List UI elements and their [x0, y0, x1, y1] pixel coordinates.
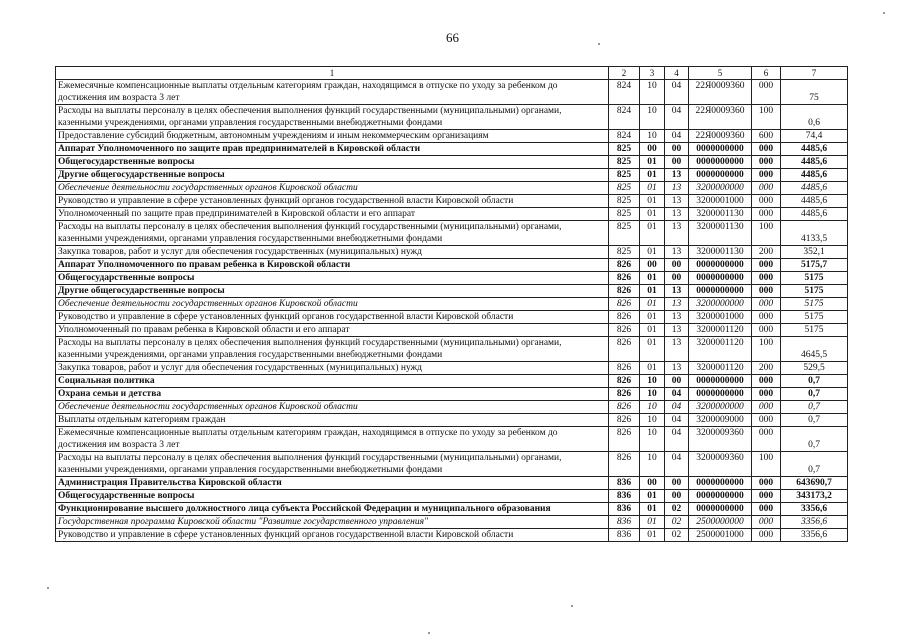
cell-expense-type: 100 — [752, 452, 781, 477]
cell-ministry-code: 826 — [609, 427, 640, 452]
cell-name: Расходы на выплаты персоналу в целях обеспечения выполнения функций государственными (муниципальными) органами, казенными учреждениями, органами управления государственными внебюджетными фондами — [56, 105, 609, 130]
cell-subsection: 13 — [665, 246, 689, 259]
table-row — [56, 427, 848, 452]
cell-ministry-code: 825 — [609, 156, 640, 169]
cell-amount: 5175 — [781, 285, 848, 298]
cell-ministry-code: 824 — [609, 105, 640, 130]
cell-subsection: 13 — [665, 182, 689, 195]
cell-name: Другие общегосударственные вопросы — [56, 169, 609, 182]
cell-section: 00 — [640, 259, 665, 272]
cell-name: Общегосударственные вопросы — [56, 272, 609, 285]
cell-amount: 75 — [781, 80, 848, 105]
cell-expense-type: 100 — [752, 337, 781, 362]
cell-subsection: 02 — [665, 529, 689, 542]
cell-amount: 4133,5 — [781, 221, 848, 246]
table-row — [56, 221, 848, 246]
cell-expense-type: 000 — [752, 503, 781, 516]
cell-section: 01 — [640, 195, 665, 208]
cell-target-code: 3200001130 — [689, 208, 752, 221]
cell-target-code: 3200001130 — [689, 221, 752, 246]
cell-section: 01 — [640, 285, 665, 298]
cell-section: 01 — [640, 503, 665, 516]
cell-target-code: 3200001130 — [689, 246, 752, 259]
cell-name: Выплаты отдельным категориям граждан — [56, 414, 609, 427]
cell-amount: 643690,7 — [781, 477, 848, 490]
scan-speck — [598, 43, 600, 45]
cell-expense-type: 000 — [752, 259, 781, 272]
cell-subsection: 04 — [665, 401, 689, 414]
cell-target-code: 2500000000 — [689, 516, 752, 529]
cell-target-code: 0000000000 — [689, 503, 752, 516]
scan-speck — [47, 587, 49, 589]
cell-target-code: 0000000000 — [689, 272, 752, 285]
cell-section: 01 — [640, 208, 665, 221]
table-row — [56, 362, 848, 375]
cell-section: 01 — [640, 156, 665, 169]
cell-section: 01 — [640, 298, 665, 311]
cell-expense-type: 000 — [752, 80, 781, 105]
cell-amount: 5175 — [781, 324, 848, 337]
cell-name: Охрана семьи и детства — [56, 388, 609, 401]
cell-name: Закупка товаров, работ и услуг для обеспечения государственных (муниципальных) нужд — [56, 362, 609, 375]
cell-name: Другие общегосударственные вопросы — [56, 285, 609, 298]
cell-ministry-code: 824 — [609, 130, 640, 143]
cell-amount: 5175 — [781, 272, 848, 285]
cell-amount: 0,7 — [781, 414, 848, 427]
cell-ministry-code: 836 — [609, 503, 640, 516]
cell-section: 01 — [640, 221, 665, 246]
cell-target-code: 3200001120 — [689, 362, 752, 375]
table-row — [56, 285, 848, 298]
cell-target-code: 3200001000 — [689, 195, 752, 208]
table-row — [56, 414, 848, 427]
cell-section: 00 — [640, 477, 665, 490]
table-row — [56, 156, 848, 169]
table-row — [56, 143, 848, 156]
cell-ministry-code: 836 — [609, 490, 640, 503]
cell-expense-type: 000 — [752, 298, 781, 311]
scan-speck — [428, 632, 430, 634]
cell-name: Уполномоченный по правам ребенка в Кировской области и его аппарат — [56, 324, 609, 337]
cell-subsection: 13 — [665, 298, 689, 311]
cell-name: Обеспечение деятельности государственных органов Кировской области — [56, 298, 609, 311]
cell-expense-type: 000 — [752, 388, 781, 401]
cell-subsection: 00 — [665, 156, 689, 169]
cell-amount: 74,4 — [781, 130, 848, 143]
cell-ministry-code: 826 — [609, 298, 640, 311]
cell-amount: 4485,6 — [781, 195, 848, 208]
cell-name: Аппарат Уполномоченного по защите прав предпринимателей в Кировской области — [56, 143, 609, 156]
table-row — [56, 298, 848, 311]
cell-expense-type: 000 — [752, 427, 781, 452]
cell-ministry-code: 826 — [609, 285, 640, 298]
cell-expense-type: 000 — [752, 143, 781, 156]
table-row — [56, 272, 848, 285]
table-row — [56, 401, 848, 414]
cell-name: Расходы на выплаты персоналу в целях обеспечения выполнения функций государственными (муниципальными) органами, казенными учреждениями, органами управления государственными внебюджетными фондами — [56, 452, 609, 477]
cell-name: Функционирование высшего должностного лица субъекта Российской Федерации и муниципального образования — [56, 503, 609, 516]
cell-expense-type: 100 — [752, 221, 781, 246]
cell-section: 01 — [640, 246, 665, 259]
cell-amount: 343173,2 — [781, 490, 848, 503]
cell-section: 00 — [640, 143, 665, 156]
table-row — [56, 375, 848, 388]
table-row — [56, 452, 848, 477]
cell-target-code: 0000000000 — [689, 143, 752, 156]
cell-ministry-code: 826 — [609, 414, 640, 427]
cell-amount: 5175 — [781, 311, 848, 324]
table-row — [56, 529, 848, 542]
scan-speck — [883, 12, 885, 14]
table-row — [56, 324, 848, 337]
cell-ministry-code: 824 — [609, 80, 640, 105]
cell-subsection: 13 — [665, 324, 689, 337]
cell-expense-type: 200 — [752, 362, 781, 375]
cell-expense-type: 000 — [752, 324, 781, 337]
table-row — [56, 169, 848, 182]
cell-section: 01 — [640, 362, 665, 375]
cell-target-code: 3200009360 — [689, 452, 752, 477]
cell-name: Администрация Правительства Кировской области — [56, 477, 609, 490]
scan-speck — [571, 605, 573, 607]
cell-expense-type: 000 — [752, 490, 781, 503]
cell-target-code: 3200001120 — [689, 324, 752, 337]
cell-target-code: 0000000000 — [689, 156, 752, 169]
cell-section: 01 — [640, 490, 665, 503]
header-cell: 5 — [689, 67, 752, 80]
cell-amount: 4485,6 — [781, 208, 848, 221]
cell-subsection: 00 — [665, 272, 689, 285]
table-row — [56, 195, 848, 208]
cell-section: 10 — [640, 401, 665, 414]
table-row — [56, 516, 848, 529]
cell-section: 10 — [640, 105, 665, 130]
cell-expense-type: 000 — [752, 529, 781, 542]
cell-amount: 529,5 — [781, 362, 848, 375]
cell-name: Уполномоченный по защите прав предпринимателей в Кировской области и его аппарат — [56, 208, 609, 221]
cell-amount: 4485,6 — [781, 182, 848, 195]
cell-subsection: 02 — [665, 516, 689, 529]
page-number: 66 — [446, 30, 459, 45]
cell-name: Руководство и управление в сфере установленных функций органов государственной власти Кировской области — [56, 311, 609, 324]
cell-ministry-code: 825 — [609, 182, 640, 195]
cell-target-code: 3200009000 — [689, 414, 752, 427]
cell-section: 10 — [640, 452, 665, 477]
cell-section: 10 — [640, 388, 665, 401]
cell-expense-type: 000 — [752, 285, 781, 298]
table-row — [56, 311, 848, 324]
cell-expense-type: 000 — [752, 272, 781, 285]
header-cell: 4 — [665, 67, 689, 80]
cell-section: 10 — [640, 80, 665, 105]
cell-ministry-code: 826 — [609, 272, 640, 285]
cell-amount: 0,7 — [781, 427, 848, 452]
cell-subsection: 13 — [665, 362, 689, 375]
cell-name: Руководство и управление в сфере установленных функций органов государственной власти Кировской области — [56, 195, 609, 208]
cell-target-code: 0000000000 — [689, 259, 752, 272]
table-row — [56, 388, 848, 401]
cell-target-code: 3200009360 — [689, 427, 752, 452]
cell-target-code: 3200000000 — [689, 298, 752, 311]
cell-target-code: 22Я0009360 — [689, 105, 752, 130]
cell-name: Обеспечение деятельности государственных органов Кировской области — [56, 182, 609, 195]
cell-section: 01 — [640, 169, 665, 182]
cell-amount: 3356,6 — [781, 503, 848, 516]
cell-amount: 0,7 — [781, 452, 848, 477]
header-cell: 3 — [640, 67, 665, 80]
cell-amount: 0,6 — [781, 105, 848, 130]
cell-ministry-code: 825 — [609, 195, 640, 208]
table-row — [56, 246, 848, 259]
cell-name: Социальная политика — [56, 375, 609, 388]
cell-subsection: 04 — [665, 105, 689, 130]
cell-subsection: 04 — [665, 80, 689, 105]
cell-target-code: 3200000000 — [689, 182, 752, 195]
cell-amount: 3356,6 — [781, 516, 848, 529]
cell-subsection: 00 — [665, 143, 689, 156]
cell-target-code: 0000000000 — [689, 169, 752, 182]
cell-target-code: 3200001120 — [689, 337, 752, 362]
cell-amount: 5175 — [781, 298, 848, 311]
cell-target-code: 0000000000 — [689, 285, 752, 298]
cell-section: 01 — [640, 529, 665, 542]
cell-target-code: 3200001000 — [689, 311, 752, 324]
cell-subsection: 13 — [665, 195, 689, 208]
cell-amount: 4485,6 — [781, 169, 848, 182]
table-row — [56, 105, 848, 130]
table-row — [56, 182, 848, 195]
cell-target-code: 2500001000 — [689, 529, 752, 542]
cell-name: Аппарат Уполномоченного по правам ребенка в Кировской области — [56, 259, 609, 272]
cell-name: Обеспечение деятельности государственных органов Кировской области — [56, 401, 609, 414]
cell-name: Общегосударственные вопросы — [56, 156, 609, 169]
cell-name: Ежемесячные компенсационные выплаты отдельным категориям граждан, находящимся в отпуске по уходу за ребенком до достижения им возраста 3 лет — [56, 80, 609, 105]
cell-target-code: 0000000000 — [689, 388, 752, 401]
cell-ministry-code: 826 — [609, 401, 640, 414]
cell-ministry-code: 826 — [609, 324, 640, 337]
cell-target-code: 0000000000 — [689, 375, 752, 388]
cell-section: 10 — [640, 427, 665, 452]
cell-name: Закупка товаров, работ и услуг для обеспечения государственных (муниципальных) нужд — [56, 246, 609, 259]
table-row — [56, 80, 848, 105]
cell-ministry-code: 836 — [609, 516, 640, 529]
cell-ministry-code: 825 — [609, 208, 640, 221]
cell-amount: 0,7 — [781, 375, 848, 388]
cell-expense-type: 100 — [752, 105, 781, 130]
cell-expense-type: 000 — [752, 169, 781, 182]
cell-subsection: 13 — [665, 169, 689, 182]
cell-subsection: 00 — [665, 477, 689, 490]
cell-ministry-code: 825 — [609, 246, 640, 259]
cell-subsection: 00 — [665, 375, 689, 388]
cell-amount: 4485,6 — [781, 156, 848, 169]
header-cell: 7 — [781, 67, 848, 80]
table-row — [56, 477, 848, 490]
cell-target-code: 3200000000 — [689, 401, 752, 414]
cell-expense-type: 200 — [752, 246, 781, 259]
table-row — [56, 259, 848, 272]
table-header-row — [56, 67, 848, 80]
cell-subsection: 13 — [665, 208, 689, 221]
cell-section: 01 — [640, 337, 665, 362]
cell-subsection: 13 — [665, 337, 689, 362]
header-cell: 2 — [609, 67, 640, 80]
cell-ministry-code: 826 — [609, 337, 640, 362]
cell-expense-type: 000 — [752, 311, 781, 324]
cell-expense-type: 000 — [752, 414, 781, 427]
cell-section: 10 — [640, 130, 665, 143]
budget-table — [55, 66, 848, 542]
cell-subsection: 13 — [665, 285, 689, 298]
cell-name: Ежемесячные компенсационные выплаты отдельным категориям граждан, находящимся в отпуске по уходу за ребенком до достижения им возраста 3 лет — [56, 427, 609, 452]
table-row — [56, 490, 848, 503]
cell-target-code: 22Я0009360 — [689, 80, 752, 105]
cell-subsection: 04 — [665, 388, 689, 401]
cell-ministry-code: 825 — [609, 221, 640, 246]
cell-ministry-code: 825 — [609, 169, 640, 182]
cell-expense-type: 000 — [752, 156, 781, 169]
cell-section: 01 — [640, 516, 665, 529]
cell-name: Государственная программа Кировской области "Развитие государственного управления" — [56, 516, 609, 529]
cell-target-code: 0000000000 — [689, 490, 752, 503]
cell-amount: 0,7 — [781, 388, 848, 401]
cell-expense-type: 000 — [752, 375, 781, 388]
cell-expense-type: 000 — [752, 516, 781, 529]
cell-target-code: 0000000000 — [689, 477, 752, 490]
table-row — [56, 208, 848, 221]
table-row — [56, 130, 848, 143]
cell-subsection: 00 — [665, 490, 689, 503]
cell-section: 10 — [640, 375, 665, 388]
cell-target-code: 22Я0009360 — [689, 130, 752, 143]
cell-expense-type: 000 — [752, 195, 781, 208]
table-body — [56, 67, 848, 542]
cell-amount: 5175,7 — [781, 259, 848, 272]
cell-ministry-code: 826 — [609, 452, 640, 477]
cell-ministry-code: 826 — [609, 311, 640, 324]
table-row — [56, 337, 848, 362]
cell-name: Общегосударственные вопросы — [56, 490, 609, 503]
cell-amount: 3356,6 — [781, 529, 848, 542]
cell-subsection: 13 — [665, 221, 689, 246]
cell-expense-type: 000 — [752, 477, 781, 490]
cell-expense-type: 000 — [752, 182, 781, 195]
cell-subsection: 02 — [665, 503, 689, 516]
cell-ministry-code: 825 — [609, 143, 640, 156]
cell-name: Руководство и управление в сфере установленных функций органов государственной власти Кировской области — [56, 529, 609, 542]
cell-ministry-code: 826 — [609, 362, 640, 375]
cell-name: Предоставление субсидий бюджетным, автономным учреждениям и иным некоммерческим организациям — [56, 130, 609, 143]
cell-section: 10 — [640, 414, 665, 427]
cell-ministry-code: 826 — [609, 259, 640, 272]
cell-ministry-code: 836 — [609, 477, 640, 490]
cell-expense-type: 000 — [752, 208, 781, 221]
cell-expense-type: 000 — [752, 401, 781, 414]
cell-name: Расходы на выплаты персоналу в целях обеспечения выполнения функций государственными (муниципальными) органами, казенными учреждениями, органами управления государственными внебюджетными фондами — [56, 337, 609, 362]
header-cell: 1 — [56, 67, 609, 80]
cell-section: 01 — [640, 324, 665, 337]
cell-section: 01 — [640, 182, 665, 195]
cell-section: 01 — [640, 272, 665, 285]
cell-subsection: 04 — [665, 414, 689, 427]
cell-ministry-code: 826 — [609, 375, 640, 388]
cell-expense-type: 600 — [752, 130, 781, 143]
header-cell: 6 — [752, 67, 781, 80]
cell-amount: 352,1 — [781, 246, 848, 259]
cell-subsection: 04 — [665, 130, 689, 143]
cell-ministry-code: 826 — [609, 388, 640, 401]
cell-amount: 4485,6 — [781, 143, 848, 156]
cell-ministry-code: 836 — [609, 529, 640, 542]
cell-amount: 0,7 — [781, 401, 848, 414]
cell-subsection: 00 — [665, 259, 689, 272]
cell-amount: 4645,5 — [781, 337, 848, 362]
table-row — [56, 503, 848, 516]
cell-name: Расходы на выплаты персоналу в целях обеспечения выполнения функций государственными (муниципальными) органами, казенными учреждениями, органами управления государственными внебюджетными фондами — [56, 221, 609, 246]
cell-subsection: 13 — [665, 311, 689, 324]
cell-section: 01 — [640, 311, 665, 324]
cell-subsection: 04 — [665, 427, 689, 452]
cell-subsection: 04 — [665, 452, 689, 477]
